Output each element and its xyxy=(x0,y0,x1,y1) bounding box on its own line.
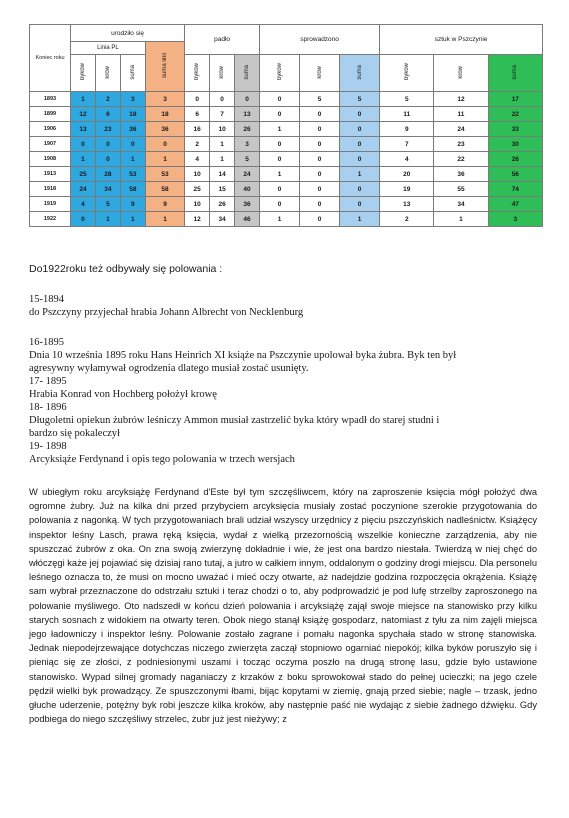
table-cell: 3 xyxy=(235,137,260,152)
table-cell: 20 xyxy=(380,167,434,182)
col-bykow: byków xyxy=(71,55,96,92)
table-cell: 26 xyxy=(235,122,260,137)
table-cell: 12 xyxy=(434,92,488,107)
table-cell: 9 xyxy=(145,197,184,212)
table-cell: 0 xyxy=(260,197,300,212)
table-cell: 0 xyxy=(340,197,380,212)
year-cell: 1918 xyxy=(30,182,71,197)
table-cell: 0 xyxy=(235,92,260,107)
table-cell: 1 xyxy=(145,152,184,167)
entry-title: 15-1894 xyxy=(29,294,64,305)
entry-text: Długoletni opiekun żubrów leśniczy Ammon musiał zastrzelić byka który wpadł do starej studni i xyxy=(29,415,440,426)
table-cell: 10 xyxy=(185,197,210,212)
table-cell: 26 xyxy=(210,197,235,212)
table-cell: 0 xyxy=(300,152,340,167)
table-cell: 5 xyxy=(380,92,434,107)
table-row xyxy=(30,122,543,137)
table-cell: 0 xyxy=(300,212,340,227)
table-cell: 0 xyxy=(95,137,120,152)
entry-text: Hrabia Konrad von Hochberg położył krowę xyxy=(29,389,217,400)
table-cell: 19 xyxy=(380,182,434,197)
table-cell: 36 xyxy=(145,122,184,137)
table-cell: 5 xyxy=(95,197,120,212)
col-krow: krów xyxy=(210,55,235,92)
table-cell: 11 xyxy=(380,107,434,122)
table-row xyxy=(30,152,543,167)
table-cell: 36 xyxy=(235,197,260,212)
table-row xyxy=(30,107,543,122)
table-cell: 12 xyxy=(185,212,210,227)
entry-text: Arcyksiąże Ferdynand i opis tego polowania w trzech wersjach xyxy=(29,454,295,465)
col-suma: suma xyxy=(235,55,260,92)
table-cell: 33 xyxy=(488,122,542,137)
col-krow: krów xyxy=(95,55,120,92)
table-cell: 34 xyxy=(434,197,488,212)
koniec-roku-header: Koniec roku xyxy=(30,25,71,92)
table-cell: 0 xyxy=(340,152,380,167)
table-cell: 24 xyxy=(71,182,96,197)
sprowadzono-header: sprowadzono xyxy=(260,25,380,55)
table-cell: 23 xyxy=(434,137,488,152)
table-row xyxy=(30,167,543,182)
table-cell: 1 xyxy=(260,122,300,137)
table-row xyxy=(30,92,543,107)
table-cell: 0 xyxy=(120,137,145,152)
table-cell: 25 xyxy=(185,182,210,197)
col-krow: krów xyxy=(300,55,340,92)
table-cell: 0 xyxy=(340,137,380,152)
table-cell: 9 xyxy=(120,197,145,212)
table-cell: 0 xyxy=(300,197,340,212)
table-cell: 22 xyxy=(434,152,488,167)
table-cell: 34 xyxy=(95,182,120,197)
table-cell: 1 xyxy=(340,167,380,182)
table-cell: 1 xyxy=(434,212,488,227)
entry-title: 18- 1896 xyxy=(29,402,67,413)
col-bykow: byków xyxy=(380,55,434,92)
table-cell: 22 xyxy=(488,107,542,122)
table-cell: 58 xyxy=(145,182,184,197)
hunt-description-paragraph: W ubiegłym roku arcyksiążę Ferdynand d'Este był tym szczęśliwcem, który na zaproszenie księcia mógł położyć dwa ogromne żubry. Już na kilka dni przed przybyciem arcyksięcia musiały zostać poczynione szerokie przygotowania do polowania z nagonką. W tych przygotowaniach brali udział wszyscy urzędnicy z pięciu pszczyńskich nadleśnictw. Książęcy inspektor leśny Lasch, prawa ręką księcia, wydał z wielką przezornością wszelkie konieczne zarządzenia, aby nie spuszczać żubrów z oka. On zna swoją zwierzynę dokładnie i wie, że jest ona bardzo niestała. Twierdzą w niej chęć do włóczęgi każe jej pojawiać się dzisiaj rano tutaj, a jutro w całkiem innym, oddalonym o godziny drogi miejscu. Dla personelu leśnego oznacza to, że musi on mocno uważać i mieć oczy otwarte, aż nadejdzie godzina rozpoczęcia okrążenia. Książę sam wybrał przeznaczone do odstrzału sztuki i teraz chodzi o to, aby podprowadzić je pod lufę strzelby zaproszonego na polowanie myśliwego. Oto nadszedł w końcu dzień polowania i arcyksiążę zajął swoje miejsce na stanowisko przy kilku starych sosnach z widokiem na otwarty teren. Obok niego stanął książę gospodarz, natomiast z tyłu za nim zajęli miejsca jego ładowniczy i inspektor leśny. Polowanie zostało zagrane i pomału nagonka spychała stado w stronę stanowiska. Jednak niepodejrzewające dotychczas niczego zwierzęta zaczął stopniowo ogarniać niepokój; kilka byków poruszyło się i pieniąc się ze złości, z podniesionymi uszami i tocząc oczyma poszło na drugą stronę lasu, gdzie było ustawione stanowisko. Wypad silnej gromady naganiaczy z krzaków z boku sprowokował stado do pełnej ucieczki; na jego czele pędził wielki byk prowadzący. Ze spuszczonymi łbami, bijąc kopytami w ziemię, gnają przed siebie; nagle – trzask, jedno głuche uderzenie, potężny byk robi jeszcze kilka kroków, aby następnie paść nie wydając z siebie żadnego dźwięku. Gdy podbiega do niego szczęśliwy strzelec, żubr już jest nieżywy; z xyxy=(29,487,537,725)
table-cell: 0 xyxy=(145,137,184,152)
year-cell: 1908 xyxy=(30,152,71,167)
linia-header: Linia PL xyxy=(71,42,146,55)
col-suma: suma xyxy=(488,55,542,92)
table-cell: 0 xyxy=(185,92,210,107)
entry-title: 17- 1895 xyxy=(29,376,67,387)
table-cell: 13 xyxy=(235,107,260,122)
table-cell: 1 xyxy=(210,137,235,152)
table-row xyxy=(30,197,543,212)
table-cell: 18 xyxy=(145,107,184,122)
table-cell: 0 xyxy=(340,107,380,122)
table-cell: 5 xyxy=(340,92,380,107)
table-row xyxy=(30,137,543,152)
table-cell: 16 xyxy=(185,122,210,137)
table-cell: 40 xyxy=(235,182,260,197)
table-cell: 53 xyxy=(120,167,145,182)
table-cell: 46 xyxy=(235,212,260,227)
table-cell: 13 xyxy=(380,197,434,212)
table-cell: 24 xyxy=(434,122,488,137)
table-cell: 0 xyxy=(260,107,300,122)
table-cell: 23 xyxy=(95,122,120,137)
table-cell: 13 xyxy=(71,122,96,137)
padlo-header: padło xyxy=(185,25,260,55)
year-cell: 1899 xyxy=(30,107,71,122)
table-row xyxy=(30,182,543,197)
table-cell: 36 xyxy=(120,122,145,137)
table-cell: 30 xyxy=(488,137,542,152)
table-cell: 0 xyxy=(71,137,96,152)
table-cell: 1 xyxy=(120,212,145,227)
table-cell: 36 xyxy=(434,167,488,182)
table-cell: 55 xyxy=(434,182,488,197)
table-cell: 0 xyxy=(71,212,96,227)
table-cell: 1 xyxy=(71,152,96,167)
table-cell: 0 xyxy=(260,92,300,107)
table-cell: 28 xyxy=(95,167,120,182)
table-cell: 6 xyxy=(185,107,210,122)
table-cell: 0 xyxy=(260,152,300,167)
table-cell: 12 xyxy=(71,107,96,122)
year-cell: 1893 xyxy=(30,92,71,107)
year-cell: 1919 xyxy=(30,197,71,212)
table-cell: 5 xyxy=(300,92,340,107)
col-bykow: byków xyxy=(260,55,300,92)
col-krow: krów xyxy=(434,55,488,92)
table-cell: 7 xyxy=(380,137,434,152)
table-cell: 74 xyxy=(488,182,542,197)
table-cell: 56 xyxy=(488,167,542,182)
table-cell: 15 xyxy=(210,182,235,197)
table-cell: 1 xyxy=(260,212,300,227)
suma-linii-header: suma linii xyxy=(145,42,184,92)
table-cell: 7 xyxy=(210,107,235,122)
table-cell: 2 xyxy=(380,212,434,227)
year-cell: 1922 xyxy=(30,212,71,227)
table-cell: 10 xyxy=(210,122,235,137)
table-cell: 14 xyxy=(210,167,235,182)
table-cell: 18 xyxy=(120,107,145,122)
table-cell: 1 xyxy=(210,152,235,167)
table-cell: 0 xyxy=(300,107,340,122)
table-cell: 0 xyxy=(300,167,340,182)
table-cell: 4 xyxy=(380,152,434,167)
table-cell: 3 xyxy=(120,92,145,107)
entry-title: 19- 1898 xyxy=(29,441,67,452)
table-cell: 4 xyxy=(71,197,96,212)
table-cell: 53 xyxy=(145,167,184,182)
table-cell: 1 xyxy=(71,92,96,107)
table-cell: 0 xyxy=(300,122,340,137)
table-cell: 0 xyxy=(260,182,300,197)
urodzilo-header: urodziło się xyxy=(71,25,185,42)
year-cell: 1913 xyxy=(30,167,71,182)
table-cell: 0 xyxy=(300,182,340,197)
table-cell: 0 xyxy=(340,182,380,197)
col-bykow: byków xyxy=(185,55,210,92)
table-cell: 1 xyxy=(340,212,380,227)
table-cell: 47 xyxy=(488,197,542,212)
table-cell: 3 xyxy=(488,212,542,227)
table-cell: 4 xyxy=(185,152,210,167)
year-cell: 1906 xyxy=(30,122,71,137)
table-cell: 58 xyxy=(120,182,145,197)
entry-text: bardzo się pokaleczył xyxy=(29,428,120,439)
table-cell: 26 xyxy=(488,152,542,167)
statistics-table xyxy=(29,24,543,227)
entry-text: agresywny wyłamywał ogrodzenia dlatego musiał zostać usunięty. xyxy=(29,363,309,374)
table-cell: 34 xyxy=(210,212,235,227)
entry-text: do Pszczyny przyjechał hrabia Johann Albrecht von Necklenburg xyxy=(29,307,304,318)
table-cell: 0 xyxy=(260,137,300,152)
table-cell: 1 xyxy=(260,167,300,182)
table-cell: 0 xyxy=(210,92,235,107)
table-cell: 10 xyxy=(185,167,210,182)
table-cell: 0 xyxy=(300,137,340,152)
table-row xyxy=(30,212,543,227)
section-intro: Do1922roku też odbywały się polowania : xyxy=(29,263,223,275)
table-cell: 0 xyxy=(95,152,120,167)
table-cell: 2 xyxy=(95,92,120,107)
year-cell: 1907 xyxy=(30,137,71,152)
col-suma: suma xyxy=(120,55,145,92)
table-cell: 25 xyxy=(71,167,96,182)
table-cell: 3 xyxy=(145,92,184,107)
entry-text: Dnia 10 września 1895 roku Hans Heinrich XI książe na Pszczynie upolował byka żubra. Byk ten był xyxy=(29,350,457,361)
table-cell: 1 xyxy=(145,212,184,227)
entry-title: 16-1895 xyxy=(29,337,64,348)
table-cell: 11 xyxy=(434,107,488,122)
col-suma: suma xyxy=(340,55,380,92)
table-cell: 2 xyxy=(185,137,210,152)
table-cell: 1 xyxy=(95,212,120,227)
table-cell: 24 xyxy=(235,167,260,182)
table-cell: 9 xyxy=(380,122,434,137)
table-cell: 6 xyxy=(95,107,120,122)
table-cell: 17 xyxy=(488,92,542,107)
table-cell: 1 xyxy=(120,152,145,167)
table-cell: 5 xyxy=(235,152,260,167)
sztuk-header: sztuk w Pszczynie xyxy=(380,25,543,55)
table-cell: 0 xyxy=(340,122,380,137)
